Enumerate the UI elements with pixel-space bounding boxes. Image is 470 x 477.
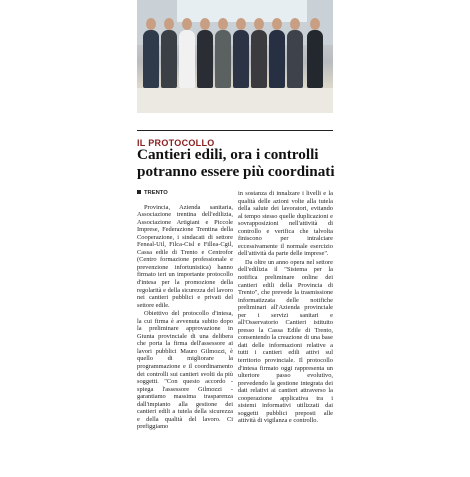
- photo-person: [269, 30, 285, 88]
- section-header: [137, 130, 333, 148]
- photo-person: [143, 30, 159, 88]
- paragraph: Provincia, Azienda sanitaria, Associazione trentina dell'edilizia, Associazione Artigiani e Piccole Imprese, Federazione Trentina della Cooperazione, i sindacati di settore Feneal-Uil, Filca-Cisl e Fillea-Cgil, Cassa edile di Trento e Centrofor (Centro formazione professionale e prevenzione infortunistica) hanno firmato ieri un importante protocollo d'intesa per la promozione della regolarità e della sicurezza del lavoro nei cantieri pubblici e privati del settore edile.: [137, 203, 233, 309]
- photo-person: [233, 30, 249, 88]
- photo-person: [251, 30, 267, 88]
- headline: [137, 146, 337, 180]
- headline-line-1: Cantieri edili, ora i controlli: [137, 146, 319, 163]
- section-label: IL PROTOCOLLO: [137, 138, 215, 148]
- photo-person: [287, 30, 303, 88]
- article-column-2: [238, 190, 333, 426]
- photo-table: [137, 88, 333, 113]
- paragraph: Da oltre un anno opera nel settore dell'edilizia il "Sistema per la notifica preliminare online dei cantieri edili della Provincia di Trento", che prevede la trasmissione informatizzata delle notifiche preliminari all'Azienda provinciale per i servizi sanitari e all'Osservatorio Cantieri istituito presso la Cassa Edile di Trento, consentendo la creazione di una base dati delle informazioni relative a tutti i cantieri edili attivi sul territorio provinciale. Il protocollo d'intesa firmato oggi rappresenta un ulteriore passo evolutivo, prevedendo la gestione integrata dei dati relativi ai cantieri attraverso la cooperazione applicativa tra i sistemi informativi utilizzati dai soggetti pubblici preposti alle attività di vigilanza e controllo.: [238, 258, 333, 425]
- photo-person: [179, 30, 195, 88]
- headline-line-2: potranno essere più coordinati: [137, 163, 335, 180]
- paragraph: Obiettivo del protocollo d'intesa, la cui firma è avvenuta subito dopo la preliminare approvazione in Giunta provinciale di una delibera che porta la firma dell'assessore ai lavori pubblici Mauro Gilmozzi, è quello di migliorare la programmazione e il coordinamento dei controlli sui cantieri svolti da più soggetti. "Con questo accordo - spiega l'assessore Gilmozzi - garantiamo massima trasparenza dall'impianto alla gestione dei cantieri edili a tutela della sicurezza e della qualità del lavoro. Ci prefiggiamo: [137, 310, 233, 431]
- dateline: TRENTO: [137, 190, 233, 198]
- article-column-1: [137, 190, 233, 432]
- photo-person: [215, 30, 231, 88]
- photo-person: [197, 30, 213, 88]
- bullet-square-icon: [137, 190, 141, 194]
- paragraph: in sostanza di innalzare i livelli e la qualità delle azioni volte alla tutela della salute dei lavoratori, evitando al tempo stesso quelle duplicazioni e sovrapposizioni nell'attività di controllo e verifica che talvolta finiscono per intralciare eccessivamente il normale esercizio dell'attività da parte delle imprese".: [238, 190, 333, 258]
- photo-person: [161, 30, 177, 88]
- article-photo: [137, 0, 333, 113]
- photo-person: [307, 30, 323, 88]
